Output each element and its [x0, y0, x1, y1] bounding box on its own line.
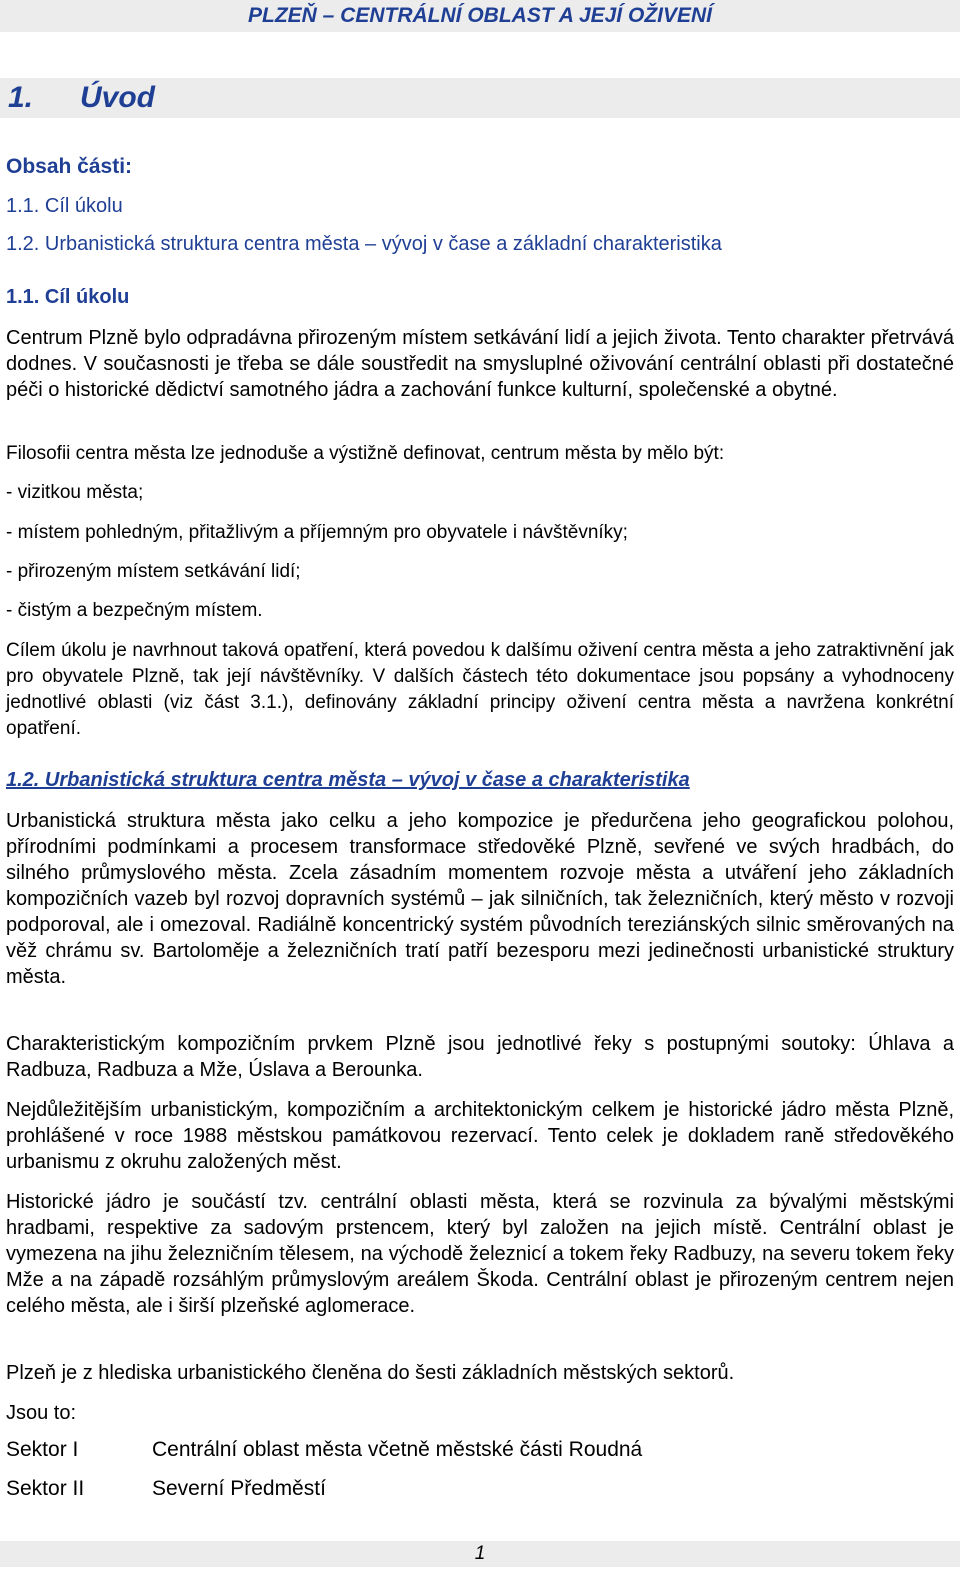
- section-1-paragraph-1: Centrum Plzně bylo odpradávna přirozeným místem setkávání lidí a jejich života. Tento charakter přetrvává dodnes. V současnosti je třeba se dále soustředit na smysluplné oživování centrální oblasti při dostatečné péči o historické dědictví samotného jádra a zachování funkce kulturní, společenské a obytné.: [6, 327, 954, 401]
- sector-description: Centrální oblast města včetně městské části Roudná: [152, 1438, 643, 1461]
- section-2-heading: 1.2. Urbanistická struktura centra města – vývoj v čase a charakteristika: [6, 769, 690, 791]
- toc-item-2: 1.2. Urbanistická struktura centra města – vývoj v čase a základní charakteristika: [6, 233, 722, 255]
- section-2-paragraph-1: Urbanistická struktura města jako celku a jeho kompozice je předurčena jeho geografickou polohou, přírodními podmínkami a procesem transformace středověké Plzně, sevřené ve svých hradbách, do silného průmyslového města. Zcela zásadním momentem rozvoje města a utváření jeho základních kompozičních vazeb byl rozvoj dopravních systémů – jak silničních, tak železničních, který město v rozvoji podporoval, ale i omezoval. Radiálně koncentrický systém původních tereziánských silnic směrovaných na věž chrámu sv. Bartoloměje a železničních tratí patří bezesporu mezi jedinečnosti urbanistické struktury města.: [6, 810, 954, 988]
- bullet-item-1: - vizitkou města;: [6, 482, 144, 503]
- toc-heading: Obsah části:: [6, 155, 133, 178]
- sector-label: Sektor I: [6, 1438, 79, 1461]
- header-title: PLZEŇ – CENTRÁLNÍ OBLAST A JEJÍ OŽIVENÍ: [248, 4, 712, 27]
- bullet-item-2: - místem pohledným, přitažlivým a příjemným pro obyvatele i návštěvníky;: [6, 522, 628, 543]
- section-1-paragraph-3: Cílem úkolu je navrhnout taková opatření, která povedou k dalšímu oživení centra města a jeho zatraktivnění jak pro obyvatele Plzně, tak její návštěvníky. V dalších částech této dokumentace jsou popsány a vyhodnoceny jednotlivé oblasti (viz část 3.1.), definovány základní principy oživení centra města a navržena konkrétní opatření.: [6, 640, 954, 739]
- section-2-paragraph-3: Nejdůležitějším urbanistickým, kompozičním a architektonickým celkem je historické jádro města Plzně, prohlášené v roce 1988 městskou památkovou rezervací. Tento celek je dokladem raně středověkého urbanismu z okruhu založených měst.: [6, 1099, 954, 1173]
- sector-description: Severní Předměstí: [152, 1477, 326, 1500]
- section-2-paragraph-5: Plzeň je z hlediska urbanistického členěna do šesti základních městských sektorů.: [6, 1362, 735, 1384]
- section-1-paragraph-2: Filosofii centra města lze jednoduše a výstižně definovat, centrum města by mělo být:: [6, 443, 725, 464]
- sector-label: Sektor II: [6, 1477, 85, 1500]
- chapter-heading: [0, 78, 960, 118]
- toc-item-1: 1.1. Cíl úkolu: [6, 195, 123, 217]
- chapter-title: Úvod: [80, 81, 155, 114]
- bullet-item-4: - čistým a bezpečným místem.: [6, 600, 263, 621]
- running-footer: [0, 1541, 960, 1567]
- page-number: 1: [474, 1543, 486, 1564]
- sector-list-intro: Jsou to:: [6, 1402, 77, 1424]
- running-header: [0, 0, 960, 32]
- section-2-paragraph-2: Charakteristickým kompozičním prvkem Plzně jsou jednotlivé řeky s postupnými soutoky: Úhlava a Radbuza, Radbuza a Mže, Úslava a Berounka.: [6, 1033, 954, 1081]
- section-1-heading: 1.1. Cíl úkolu: [6, 286, 130, 308]
- section-2-paragraph-4: Historické jádro je součástí tzv. centrální oblasti města, která se rozvinula za bývalými městskými hradbami, respektive za sadovým prstencem, který byl založen na jejich místě. Centrální oblast je vymezena na jihu železničním tělesem, na východě železnicí a tokem řeky Radbuzy, na severu tokem řeky Mže a na západě rozsáhlým průmyslovým areálem Škoda. Centrální oblast je přirozeným centrem nejen celého města, ale i širší plzeňské aglomerace.: [6, 1191, 954, 1317]
- bullet-item-3: - přirozeným místem setkávání lidí;: [6, 561, 301, 582]
- chapter-number: 1.: [8, 81, 34, 114]
